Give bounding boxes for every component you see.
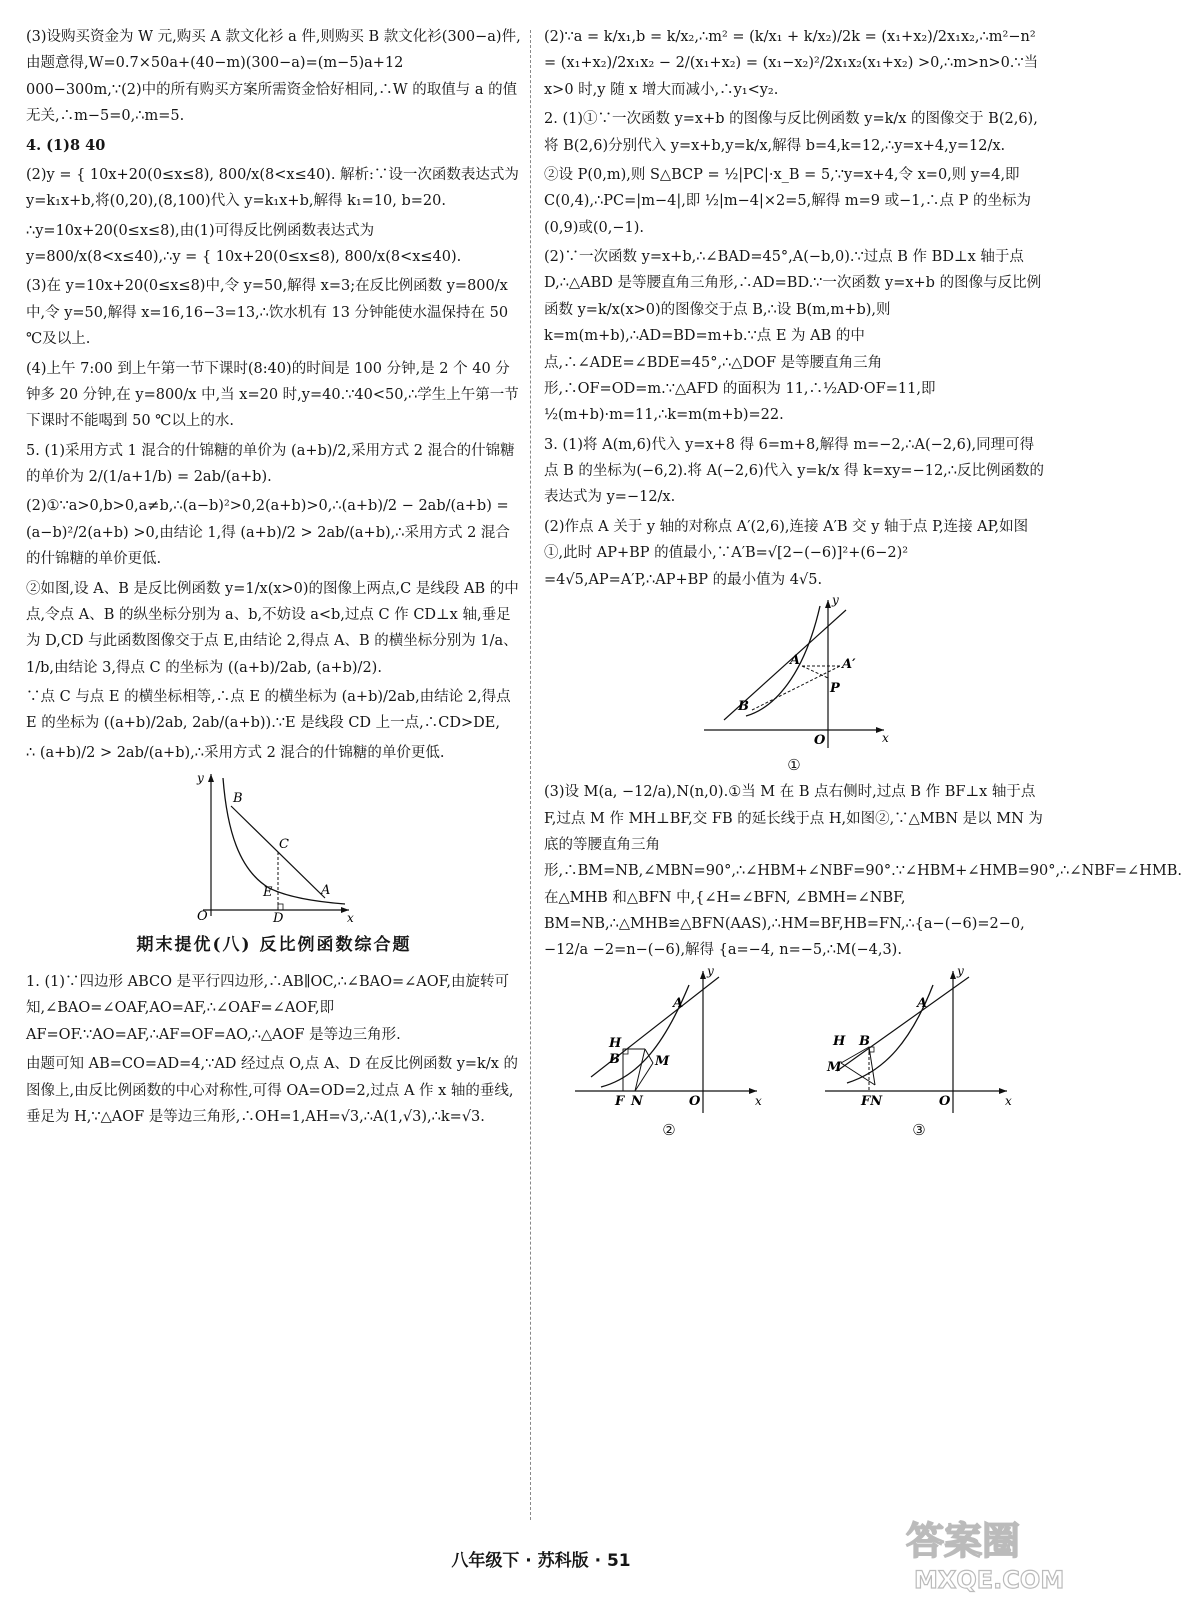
fig2-label-y: y — [707, 963, 714, 978]
figure-1 — [694, 592, 894, 752]
label-D: D — [273, 911, 284, 927]
left-column — [26, 24, 522, 1133]
fig2-label-M: M — [655, 1053, 670, 1069]
section-title: 期末提优(八) 反比例函数综合题 — [136, 935, 412, 956]
para-r-3: ②设 P(0,m),则 S△BCP = ½|PC|·x_B = 5,∵y=x+4,令 x=0,则 y=4,即 C(0,4),∴PC=|m−4|,即 ½|m−4|×2=5,解得 m=9 或−1,∴点 P 的坐标为(0,9)或(0,−1). — [544, 166, 1032, 236]
label-B: B — [233, 791, 243, 807]
fig2-caption: ② — [662, 1120, 676, 1139]
page-footer: 八年级下 · 苏科版 · 51 — [451, 1551, 631, 1571]
fig1-label-P: P — [830, 680, 840, 696]
para-q4-4: (4)上午 7:00 到上午第一节下课时(8:40)的时间是 100 分钟,是 2 个 40 分钟多 20 分钟,在 y=800/x 中,当 x=20 时,y=40.∵40<50,∴学生上午第一节下课时不能喝到 50 ℃以上的水. — [26, 360, 519, 430]
fig1-label-A: A — [790, 652, 801, 668]
para-r-5: 3. (1)将 A(m,6)代入 y=x+8 得 6=m+8,解得 m=−2,∴A(−2,6),同理可得点 B 的坐标为(−6,2).将 A(−2,6)代入 y=k/x 得 k=xy=−12,∴反比例函数的表达式为 y=−12/x. — [544, 436, 1045, 506]
fig3-caption: ③ — [912, 1120, 926, 1139]
fig3-label-x: x — [1005, 1093, 1012, 1108]
svg-text:MXQE.COM: MXQE.COM — [914, 1566, 1065, 1594]
para-q5-1: 5. (1)采用方式 1 混合的什锦糖的单价为 (a+b)/2,采用方式 2 混合的什锦糖的单价为 2/(1/a+1/b) = 2ab/(a+b). — [26, 442, 515, 485]
para-q5-2d: ∴ (a+b)/2 > 2ab/(a+b),∴采用方式 2 混合的什锦糖的单价更低. — [26, 744, 445, 761]
label-E: E — [263, 885, 273, 901]
figure-row — [544, 963, 1044, 1144]
figure-1-wrap — [544, 592, 1044, 779]
fig3-label-H: H — [833, 1033, 846, 1049]
para-q4-3: (3)在 y=10x+20(0≤x≤8)中,令 y=50,解得 x=3;在反比例函数 y=800/x 中,令 y=50,解得 x=16,16−3=13,∴饮水机有 13 分钟能使水温保持在 50 ℃及以上. — [26, 278, 509, 348]
fig2-label-x: x — [755, 1093, 762, 1108]
para-q5-2c: ∵点 C 与点 E 的横坐标相等,∴点 E 的横坐标为 (a+b)/2ab,由结论 2,得点 E 的坐标为 ((a+b)/2ab, 2ab/(a+b)).∵E 是线段 CD 上一点,∴CD>DE, — [26, 689, 511, 732]
para-r-7: (3)设 M(a, −12/a),N(n,0).①当 M 在 B 点右侧时,过点 B 作 BF⊥x 轴于点 F,过点 M 作 MH⊥BF,交 FB 的延长线于点 H,如图②,∵△MBN 是以 MN 为底的等腰直角三角形,∴BM=NB,∠MBN=90°,∴∠HBM+∠NBF=90°.∵∠HBM+∠HMB=90°,∴∠NBF=∠HMB.在△MHB 和△BFN 中,{∠H=∠BFN, ∠BMH=∠NBF, BM=NB,∴△MHB≌△BFN(AAS),∴HM=BF,HB=FN,∴{a−(−6)=2−0, −12/a −2=n−(−6),解得 {a=−4, n=−5,∴M(−4,3). — [544, 784, 1182, 959]
watermark-logo — [900, 1508, 1070, 1596]
fig3-label-B: B — [859, 1033, 870, 1049]
para-q5-2: (2)①∵a>0,b>0,a≠b,∴(a−b)²>0,2(a+b)>0,∴(a+b)/2 − 2ab/(a+b) = (a−b)²/2(a+b) >0,由结论 1,得 (a+b)/2 > 2ab/(a+b),∴采用方式 2 混合的什锦糖的单价更低. — [26, 498, 510, 568]
fig2-label-B: B — [609, 1051, 620, 1067]
fig3-label-FN: FN — [861, 1093, 883, 1109]
fig3-label-M: M — [827, 1059, 842, 1075]
para-q4-2: (2)y = { 10x+20(0≤x≤8), 800/x(8<x≤40). 解析:∵设一次函数表达式为 y=k₁x+b,将(0,20),(8,100)代入 y=k₁x+b,解得 k₁=10, b=20. — [26, 166, 519, 210]
para-s8-1b: 由题可知 AB=CO=AD=4,∵AD 经过点 O,点 A、D 在反比例函数 y=k/x 的图像上,由反比例函数的中心对称性,可得 OA=OD=2,过点 A 作 x 轴的垂线,垂足为 H,∵△AOF 是等边三角形,∴OH=1,AH=√3,∴A(1,√3),∴k=√3. — [26, 1056, 519, 1125]
label-x: x — [347, 911, 354, 926]
fig3-label-A: A — [917, 995, 928, 1011]
para-s8-1: 1. (1)∵四边形 ABCO 是平行四边形,∴AB∥OC,∴∠BAO=∠AOF,由旋转可知,∠BAO=∠OAF,AO=AF,∴∠OAF=∠AOF,即 AF=OF.∵AO=AF,∴AF=OF=AO,∴△AOF 是等边三角形. — [26, 974, 510, 1043]
label-y: y — [197, 771, 204, 786]
column-divider — [530, 30, 531, 1520]
para-q3-3: (3)设购买资金为 W 元,购买 A 款文化衫 a 件,则购买 B 款文化衫(300−a)件,由题意得,W=0.7×50a+(40−m)(300−a)=(m−5)a+12 000−300m,∵(2)中的所有购买方案所需资金恰好相同,∴W 的取值与 a 的值无关,∴m−5=0,∴m=5. — [26, 29, 521, 125]
fig1-label-O: O — [814, 732, 826, 748]
para-q4-2b: ∴y=10x+20(0≤x≤8),由(1)可得反比例函数表达式为 y=800/x(8<x≤40),∴y = { 10x+20(0≤x≤8), 800/x(8<x≤40). — [26, 222, 462, 265]
svg-text:答案圈: 答案圈 — [906, 1519, 1021, 1563]
fig1-label-x: x — [882, 730, 889, 745]
fig2-label-F: F — [615, 1093, 625, 1109]
para-r-4: (2)∵一次函数 y=x+b,∴∠BAD=45°,A(−b,0).∵过点 B 作 BD⊥x 轴于点 D,∴△ABD 是等腰直角三角形,∴AD=BD.∵一次函数 y=x+b 的图像与反比例函数 y=k/x(x>0)的图像交于点 B,∴设 B(m,m+b),则 k=m(m+b),∴AD=BD=m+b.∵点 E 为 AB 的中点,∴∠ADE=∠BDE=45°,∴△DOF 是等腰直角三角形,∴OF=OD=m.∵△AFD 的面积为 11,∴½AD·OF=11,即 ½(m+b)·m=11,∴k=m(m+b)=22. — [544, 249, 1042, 424]
fig2-label-O: O — [689, 1093, 701, 1109]
figure-3-wrap — [819, 963, 1019, 1144]
para-r-1: (2)∵a = k/x₁,b = k/x₂,∴m² = (k/x₁ + k/x₂)/2k = (x₁+x₂)/2x₁x₂,∴m²−n² = (x₁+x₂)/2x₁x₂ − 2/(x₁+x₂) = (x₁−x₂)²/2x₁x₂(x₁+x₂) >0,∴m>n>0.∵当 x>0 时,y 随 x 增大而减小,∴y₁<y₂. — [544, 29, 1039, 98]
fig2-label-N: N — [631, 1093, 643, 1109]
fig2-label-A: A — [673, 995, 684, 1011]
figure-hyperbola — [189, 770, 359, 927]
fig1-label-A2: A′ — [842, 656, 856, 672]
figure-3 — [819, 963, 1019, 1117]
fig1-caption: ① — [787, 755, 801, 774]
para-q4-1: 4. (1)8 40 — [26, 136, 106, 154]
fig3-label-O: O — [939, 1093, 951, 1109]
para-r-2: 2. (1)①∵一次函数 y=x+b 的图像与反比例函数 y=k/x 的图像交于 B(2,6),将 B(2,6)分别代入 y=x+b,y=k/x,解得 b=4,k=12,∴y=x+4,y=12/x. — [544, 111, 1038, 154]
label-A: A — [321, 883, 331, 899]
label-O: O — [197, 909, 208, 925]
para-r-6: (2)作点 A 关于 y 轴的对称点 A′(2,6),连接 A′B 交 y 轴于点 P,连接 AP,如图①,此时 AP+BP 的值最小,∵A′B=√[2−(−6)]²+(6−2)² =4√5,AP=A′P,∴AP+BP 的最小值为 4√5. — [544, 518, 1029, 588]
fig1-label-B: B — [738, 698, 749, 714]
figure-2-wrap — [569, 963, 769, 1144]
label-C: C — [279, 837, 289, 853]
right-column — [544, 24, 1182, 1144]
fig2-label-H: H — [609, 1035, 622, 1051]
fig3-label-y: y — [957, 963, 964, 978]
figure-2 — [569, 963, 769, 1117]
para-q5-2b: ②如图,设 A、B 是反比例函数 y=1/x(x>0)的图像上两点,C 是线段 AB 的中点,令点 A、B 的纵坐标分别为 a、b,不妨设 a<b,过点 C 作 CD⊥x 轴,垂足为 D,CD 与此函数图像交于点 E,由结论 2,得点 A、B 的横坐标分别为 1/a、1/b,由结论 3,得点 C 的坐标为 ((a+b)/2ab, (a+b)/2). — [26, 580, 519, 676]
fig1-label-y: y — [832, 592, 839, 607]
